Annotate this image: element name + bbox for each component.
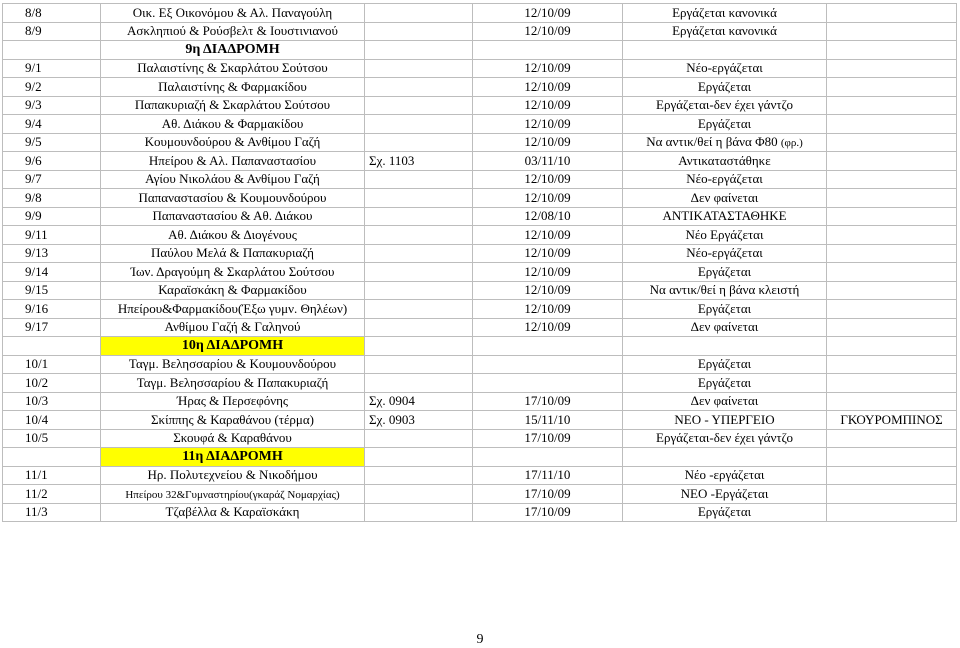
status-text: Εργάζεται [697,115,752,131]
route-header-spacer [3,337,101,356]
street-text: Ηπείρου & Αλ. Παπαναστασίου [148,152,317,168]
inspection-date: 12/10/09 [473,281,623,300]
diagram-ref [365,485,473,504]
extra-note [827,244,957,263]
street-text: Κουμουνδούρου & Ανθίμου Γαζή [144,134,321,150]
status-cell [623,207,827,226]
extra-note [827,374,957,393]
status-cell [623,152,827,171]
diagram-ref [365,318,473,337]
status-cell [623,263,827,282]
table-row [3,263,957,282]
table-row [3,115,957,134]
table-row [3,4,957,23]
status-text: Εργάζεται [697,356,752,372]
status-cell [623,300,827,319]
status-cell [623,318,827,337]
status-text: Νέο-εργάζεται [686,171,763,187]
extra-note [827,355,957,374]
extra-note [827,392,957,411]
street-text: Ηπείρου 32&Γυμναστηρίου(γκαράζ Νομαρχίας) [125,488,340,501]
diagram-ref [365,503,473,522]
street-text: Αθ. Διάκου & Φαρμακίδου [161,115,304,131]
hydrant-code: 10/5 [3,429,101,448]
inspection-date: 12/10/09 [473,244,623,263]
street-text: Παπακυριαζή & Σκαρλάτου Σούτσου [134,97,331,113]
extra-note [827,189,957,208]
status-text: Εργάζεται-δεν έχει γάντζο [656,430,793,446]
route-header-spacer [473,41,623,60]
street-location [101,226,365,245]
inspection-date: 12/10/09 [473,318,623,337]
diagram-ref [365,300,473,319]
status-text: Νέο Εργάζεται [685,226,764,242]
hydrant-code: 11/1 [3,466,101,485]
status-text: ΝΕΟ -Εργάζεται [680,485,769,501]
diagram-ref [365,281,473,300]
street-text: Ήρας & Περσεφόνης [176,393,289,409]
hydrant-code: 9/9 [3,207,101,226]
street-location [101,318,365,337]
table-row [3,170,957,189]
inspection-date: 12/10/09 [473,78,623,97]
street-location [101,263,365,282]
hydrant-code: 11/3 [3,503,101,522]
status-text: Δεν φαίνεται [690,393,759,409]
street-text: Αγίου Νικολάου & Ανθίμου Γαζή [145,171,320,187]
diagram-ref [365,207,473,226]
status-cell [623,429,827,448]
route-header-spacer [623,41,827,60]
hydrant-code: 9/17 [3,318,101,337]
hydrant-code: 9/16 [3,300,101,319]
inspection-date: 12/10/09 [473,170,623,189]
status-text: Εργάζεται [697,374,752,390]
status-cell [623,411,827,430]
hydrant-code: 9/14 [3,263,101,282]
hydrant-code: 9/3 [3,96,101,115]
status-cell [623,281,827,300]
route-header-spacer [365,448,473,467]
extra-note [827,170,957,189]
inspection-date: 17/11/10 [473,466,623,485]
status-text: Δεν φαίνεται [690,319,759,335]
street-text: Ίων. Δραγούμη & Σκαρλάτου Σούτσου [130,263,335,279]
status-text: Εργάζεται [697,504,752,520]
extra-note [827,466,957,485]
inspection-date: 03/11/10 [473,152,623,171]
status-text: Εργάζεται κανονικά [672,23,777,39]
street-location [101,59,365,78]
inspection-date: 12/10/09 [473,189,623,208]
extra-note [827,152,957,171]
hydrant-code: 9/6 [3,152,101,171]
street-location [101,411,365,430]
diagram-ref [365,466,473,485]
diagram-ref [365,78,473,97]
inspection-date: 12/10/09 [473,4,623,23]
inspection-date: 12/10/09 [473,96,623,115]
status-cell [623,503,827,522]
inspection-date: 12/10/09 [473,115,623,134]
status-text: Νέο-εργάζεται [686,60,763,76]
diagram-ref: Σχ. 0903 [365,411,473,430]
street-text: Τζαβέλλα & Καραϊσκάκη [165,504,300,520]
extra-note [827,503,957,522]
inspection-date: 17/10/09 [473,429,623,448]
street-location [101,355,365,374]
inspection-date: 17/10/09 [473,392,623,411]
street-text: Οικ. Εξ Οικονόμου & Αλ. Παναγούλη [132,4,333,20]
status-cell [623,115,827,134]
diagram-ref [365,189,473,208]
table-row [3,429,957,448]
table-body [3,4,957,522]
hydrant-code: 10/4 [3,411,101,430]
inspection-date: 12/10/09 [473,59,623,78]
route-header-spacer [827,41,957,60]
extra-note [827,318,957,337]
street-location [101,207,365,226]
hydrant-code: 9/11 [3,226,101,245]
inspection-date [473,374,623,393]
extra-note [827,263,957,282]
status-text: ΝΕΟ - ΥΠΕΡΓΕΙΟ [674,411,775,427]
status-cell [623,244,827,263]
hydrant-code: 9/13 [3,244,101,263]
table-row [3,300,957,319]
diagram-ref [365,59,473,78]
diagram-ref: Σχ. 1103 [365,152,473,171]
extra-note [827,226,957,245]
status-text: Αντικαταστάθηκε [678,152,771,168]
extra-note: ΓΚΟΥΡΟΜΠΙΝΟΣ [827,411,957,430]
table-row [3,392,957,411]
route-header-spacer [827,448,957,467]
status-cell [623,392,827,411]
extra-note [827,207,957,226]
status-cell [623,4,827,23]
diagram-ref [365,374,473,393]
table-row [3,411,957,430]
hydrant-code: 9/1 [3,59,101,78]
table-row [3,22,957,41]
extra-note [827,300,957,319]
status-cell [623,133,827,152]
extra-note [827,115,957,134]
table-row [3,485,957,504]
route-header-row [3,448,957,467]
status-cell [623,96,827,115]
street-location [101,133,365,152]
inspection-date: 15/11/10 [473,411,623,430]
street-location [101,4,365,23]
status-text: ΑΝΤΙΚΑΤΑΣΤΑΘΗΚΕ [662,208,787,224]
table-row [3,281,957,300]
table-row [3,374,957,393]
hydrant-code: 8/8 [3,4,101,23]
hydrant-code: 10/2 [3,374,101,393]
street-location [101,374,365,393]
inspection-date: 12/10/09 [473,22,623,41]
street-text: Αθ. Διάκου & Διογένους [168,226,297,242]
diagram-ref [365,22,473,41]
page-number: 9 [476,632,484,647]
table-row [3,133,957,152]
route-header-spacer [3,448,101,467]
inspection-date: 17/10/09 [473,503,623,522]
status-cell [623,189,827,208]
street-text: Καραϊσκάκη & Φαρμακίδου [158,282,307,298]
street-location [101,429,365,448]
street-text: Σκίππης & Καραθάνου (τέρμα) [150,411,315,427]
table-row [3,152,957,171]
route-header-spacer [365,41,473,60]
street-location [101,115,365,134]
street-location [101,152,365,171]
route-header-spacer [623,448,827,467]
status-text: Εργάζεται [697,263,752,279]
street-location [101,170,365,189]
status-cell [623,374,827,393]
table-row [3,244,957,263]
route-header-spacer [473,337,623,356]
table-row [3,207,957,226]
street-text: Ηπείρου&Φαρμακίδου(Έξω γυμν. Θηλέων) [117,300,348,316]
status-cell [623,78,827,97]
extra-note [827,96,957,115]
extra-note [827,133,957,152]
hydrant-code: 9/5 [3,133,101,152]
street-text: Ταγμ. Βελησσαρίου & Παπακυριαζή [136,374,329,390]
route-header-spacer [623,337,827,356]
diagram-ref [365,429,473,448]
route-header-row [3,337,957,356]
street-text: Ηρ. Πολυτεχνείου & Νικοδήμου [147,467,318,483]
street-location [101,392,365,411]
street-location [101,78,365,97]
diagram-ref [365,96,473,115]
status-cell [623,59,827,78]
table-row [3,59,957,78]
diagram-ref [365,133,473,152]
diagram-ref [365,263,473,282]
hydrant-code: 9/8 [3,189,101,208]
route-header-spacer [3,41,101,60]
street-location [101,466,365,485]
table-row [3,503,957,522]
inspection-date: 12/10/09 [473,263,623,282]
extra-note [827,59,957,78]
extra-note [827,22,957,41]
table-row [3,96,957,115]
status-text: Νέο -εργάζεται [684,467,765,483]
extra-note [827,485,957,504]
diagram-ref [365,170,473,189]
street-location [101,244,365,263]
status-text: Να αντικ/θεί η βάνα Φ80 [646,134,778,150]
hydrant-code: 8/9 [3,22,101,41]
inspection-date: 12/10/09 [473,226,623,245]
street-location [101,22,365,41]
hydrant-code: 10/3 [3,392,101,411]
route-header-row [3,41,957,60]
street-text: Παπαναστασίου & Κουμουνδούρου [138,189,327,205]
hydrant-status-table [2,3,957,522]
route-header-title: 9η ΔΙΑΔΡΟΜΗ [101,41,365,60]
table-row [3,355,957,374]
extra-note [827,78,957,97]
status-cell [623,355,827,374]
street-location [101,189,365,208]
status-text: Νέο-εργάζεται [686,245,763,261]
street-location [101,485,365,504]
status-text: Δεν φαίνεται [690,189,759,205]
route-header-spacer [827,337,957,356]
diagram-ref [365,355,473,374]
diagram-ref [365,115,473,134]
inspection-date: 12/10/09 [473,300,623,319]
inspection-date: 12/08/10 [473,207,623,226]
status-cell [623,22,827,41]
hydrant-code: 9/7 [3,170,101,189]
street-text: Ταγμ. Βελησσαρίου & Κουμουνδούρου [128,356,337,372]
table-row [3,189,957,208]
hydrant-code: 9/2 [3,78,101,97]
status-cell [623,226,827,245]
status-cell [623,170,827,189]
street-location [101,96,365,115]
street-text: Ασκληπιού & Ρούσβελτ & Ιουστινιανού [127,23,338,39]
status-text: Εργάζεται κανονικά [672,4,777,20]
street-text: Παλαιστίνης & Σκαρλάτου Σούτσου [137,60,328,76]
table-row [3,78,957,97]
hydrant-code: 9/4 [3,115,101,134]
hydrant-code: 11/2 [3,485,101,504]
route-header-title: 11η ΔΙΑΔΡΟΜΗ [101,448,365,467]
extra-note [827,429,957,448]
street-text: Παπαναστασίου & Αθ. Διάκου [152,208,313,224]
diagram-ref [365,226,473,245]
route-header-title: 10η ΔΙΑΔΡΟΜΗ [101,337,365,356]
diagram-ref [365,4,473,23]
street-text: Ανθίμου Γαζή & Γαληνού [164,319,301,335]
status-cell [623,485,827,504]
street-text: Παλαιστίνης & Φαρμακίδου [158,78,307,94]
status-text: Εργάζεται [697,78,752,94]
diagram-ref [365,244,473,263]
status-text: Εργάζεται-δεν έχει γάντζο [656,97,793,113]
status-text: Εργάζεται [697,300,752,316]
table-row [3,466,957,485]
street-location [101,503,365,522]
hydrant-code: 9/15 [3,281,101,300]
status-cell [623,466,827,485]
table-row [3,226,957,245]
street-text: Σκουφά & Καραθάνου [173,430,292,446]
table-row [3,318,957,337]
route-header-spacer [473,448,623,467]
route-header-spacer [365,337,473,356]
street-location [101,281,365,300]
extra-note [827,281,957,300]
street-text: Παύλου Μελά & Παπακυριαζή [151,245,314,261]
status-text: Να αντικ/θεί η βάνα κλειστή [649,282,800,298]
inspection-date: 17/10/09 [473,485,623,504]
street-location [101,300,365,319]
status-note: (φρ.) [780,137,803,150]
extra-note [827,4,957,23]
inspection-date [473,355,623,374]
inspection-date: 12/10/09 [473,133,623,152]
diagram-ref: Σχ. 0904 [365,392,473,411]
hydrant-code: 10/1 [3,355,101,374]
